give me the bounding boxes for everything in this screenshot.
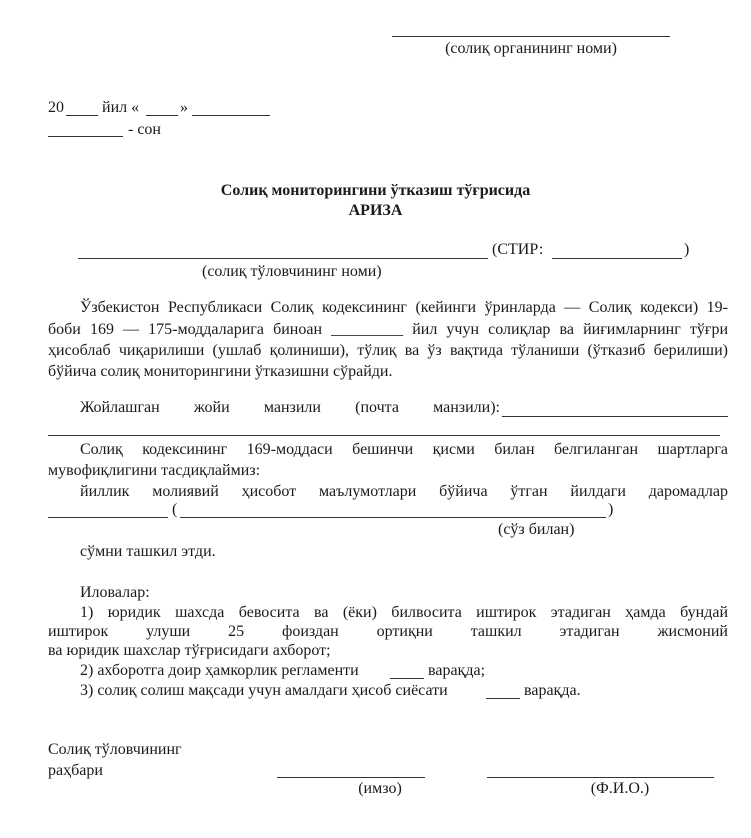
signature-caption: (имзо) bbox=[358, 780, 402, 797]
signature-field[interactable] bbox=[277, 777, 425, 778]
request-paragraph-line-1: Ўзбекистон Республикаси Солиқ кодексининг (кейинги ўринларда — Солиқ кодекси) 19- bbox=[80, 299, 728, 316]
address-field-2[interactable] bbox=[48, 435, 720, 436]
full-name-field[interactable] bbox=[487, 777, 714, 778]
stir-field[interactable] bbox=[552, 258, 682, 259]
document-title: Солиқ мониторингини ўтказиш тўғрисида bbox=[220, 182, 531, 199]
amount-open-paren: ( bbox=[172, 501, 178, 518]
year-label: йил « bbox=[102, 99, 140, 116]
attachment-2-label: 2) ахборотга доир ҳамкорлик регламенти bbox=[80, 662, 359, 679]
request-paragraph-line-3: ҳисоблаб чиқарилиши (ушлаб қолиниши), тўлиқ ва ўз вақтида тўланиши (ўтказиб берилиши) bbox=[48, 342, 728, 359]
amount-number-field[interactable] bbox=[48, 517, 168, 518]
day-field[interactable] bbox=[146, 115, 178, 116]
number-suffix: - сон bbox=[128, 121, 161, 138]
amount-close-paren: ) bbox=[608, 501, 614, 518]
full-name-caption: (Ф.И.О.) bbox=[590, 780, 650, 797]
attachment-2-suffix: варақда; bbox=[428, 662, 486, 679]
attachment-1-line-3: ва юридик шахслар тўғрисидаги ахборот; bbox=[48, 642, 331, 659]
income-line: йиллик молиявий ҳисобот маълумотлари бўйича ўтган йилдаги даромадлар bbox=[80, 483, 728, 500]
document-title-ariza: АРИЗА bbox=[348, 202, 403, 219]
tax-authority-caption: (солиқ органининг номи) bbox=[445, 40, 617, 57]
document-number-field[interactable] bbox=[48, 136, 123, 137]
attachments-heading: Иловалар: bbox=[80, 584, 150, 601]
attachment-3-label: 3) солиқ солиш мақсади учун амалдаги ҳисоб сиёсати bbox=[80, 682, 448, 699]
address-field-1[interactable] bbox=[502, 416, 728, 417]
tax-authority-name-field[interactable] bbox=[392, 36, 670, 37]
amount-words-caption: (сўз билан) bbox=[498, 521, 575, 538]
attachment-1-line-2: иштирок улуши 25 фоиздан ортиқни ташкил этадиган жисмоний bbox=[48, 623, 728, 640]
month-field[interactable] bbox=[192, 115, 270, 116]
quote-close: » bbox=[180, 99, 188, 116]
taxpayer-name-caption: (солиқ тўловчининг номи) bbox=[202, 263, 382, 280]
amount-words-field[interactable] bbox=[180, 517, 606, 518]
attachment-3-pages-field[interactable] bbox=[486, 698, 520, 699]
year-field[interactable] bbox=[66, 115, 98, 116]
amount-suffix: сўмни ташкил этди. bbox=[80, 543, 216, 560]
address-label: Жойлашган жойи манзили (почта манзили): bbox=[80, 399, 500, 416]
attachment-3-suffix: варақда. bbox=[524, 682, 581, 699]
stir-label: (СТИР: bbox=[492, 241, 544, 258]
signer-role-line-1: Солиқ тўловчининг bbox=[48, 741, 182, 758]
stir-close: ) bbox=[684, 241, 690, 258]
conditions-line-2: мувофиқлигини тасдиқлаймиз: bbox=[48, 462, 261, 479]
conditions-line-1: Солиқ кодексининг 169-моддаси бешинчи қисми билан белгиланган шартларга bbox=[80, 441, 728, 458]
taxpayer-name-field[interactable] bbox=[78, 258, 488, 259]
attachment-2-pages-field[interactable] bbox=[390, 678, 424, 679]
request-paragraph-line-4: бўйича солиқ мониторингини ўтказишни сўрайди. bbox=[48, 363, 393, 380]
request-paragraph-line-2: боби 169 — 175-моддаларига биноан _________ йил учун солиқлар ва йиғимларнинг тўғри bbox=[48, 321, 728, 338]
date-prefix: 20 bbox=[48, 99, 64, 116]
signer-role-line-2: раҳбари bbox=[48, 762, 103, 779]
attachment-1-line-1: 1) юридик шахсда бевосита ва (ёки) билвосита иштирок этадиган ҳамда бундай bbox=[80, 604, 728, 621]
